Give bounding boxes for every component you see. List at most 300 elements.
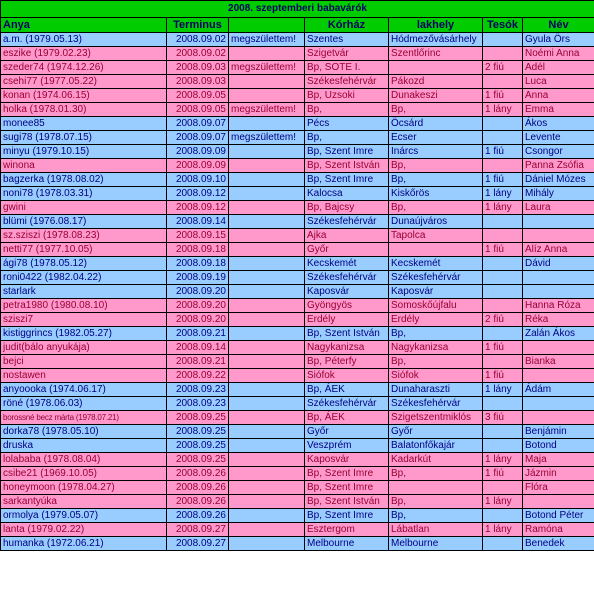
cell-note bbox=[229, 453, 305, 467]
cell-korhaz: Székesfehérvár bbox=[305, 75, 389, 89]
title-row bbox=[1, 1, 594, 18]
table-row bbox=[1, 327, 594, 341]
cell-lakhely: Székesfehérvár bbox=[389, 271, 483, 285]
cell-note: megszülettem! bbox=[229, 33, 305, 47]
cell-nev: Adél bbox=[523, 61, 594, 75]
cell-tesok: 1 lány bbox=[483, 383, 523, 397]
cell-terminus: 2008.09.27 bbox=[167, 523, 229, 537]
cell-lakhely bbox=[389, 243, 483, 257]
cell-korhaz: Bp, Szent Imre bbox=[305, 509, 389, 523]
cell-anya: ormolya (1979.05.07) bbox=[1, 509, 167, 523]
cell-terminus: 2008.09.21 bbox=[167, 327, 229, 341]
cell-terminus: 2008.09.20 bbox=[167, 285, 229, 299]
cell-nev bbox=[523, 369, 594, 383]
cell-korhaz: Kecskemét bbox=[305, 257, 389, 271]
cell-nev: Zalán Ákos bbox=[523, 327, 594, 341]
cell-terminus: 2008.09.20 bbox=[167, 313, 229, 327]
cell-terminus: 2008.09.15 bbox=[167, 229, 229, 243]
cell-anya: eszike (1979.02.23) bbox=[1, 47, 167, 61]
cell-lakhely: Melbourne bbox=[389, 537, 483, 551]
cell-note bbox=[229, 327, 305, 341]
cell-tesok: 1 lány bbox=[483, 201, 523, 215]
cell-korhaz: Győr bbox=[305, 425, 389, 439]
header-lakhely: lakhely bbox=[389, 18, 483, 33]
cell-nev: Levente bbox=[523, 131, 594, 145]
cell-tesok bbox=[483, 33, 523, 47]
cell-nev: Alíz Anna bbox=[523, 243, 594, 257]
cell-lakhely: Kiskőrös bbox=[389, 187, 483, 201]
cell-nev bbox=[523, 229, 594, 243]
table-row bbox=[1, 187, 594, 201]
cell-tesok: 1 lány bbox=[483, 523, 523, 537]
header-note bbox=[229, 18, 305, 33]
cell-note bbox=[229, 187, 305, 201]
cell-tesok bbox=[483, 215, 523, 229]
table-row bbox=[1, 397, 594, 411]
cell-anya: judit(bálo anyukája) bbox=[1, 341, 167, 355]
cell-terminus: 2008.09.21 bbox=[167, 355, 229, 369]
cell-anya: csibe21 (1969.10.05) bbox=[1, 467, 167, 481]
cell-tesok bbox=[483, 355, 523, 369]
table-row bbox=[1, 299, 594, 313]
cell-terminus: 2008.09.02 bbox=[167, 47, 229, 61]
table-row bbox=[1, 201, 594, 215]
cell-lakhely: Inárcs bbox=[389, 145, 483, 159]
cell-korhaz: Ajka bbox=[305, 229, 389, 243]
cell-anya: lanta (1979.02.22) bbox=[1, 523, 167, 537]
cell-nev: Csongor bbox=[523, 145, 594, 159]
cell-note bbox=[229, 313, 305, 327]
cell-lakhely: Bp, bbox=[389, 201, 483, 215]
cell-nev bbox=[523, 495, 594, 509]
cell-terminus: 2008.09.26 bbox=[167, 495, 229, 509]
table-row bbox=[1, 313, 594, 327]
header-anya: Anya bbox=[1, 18, 167, 33]
table-row bbox=[1, 173, 594, 187]
cell-tesok: 2 fiú bbox=[483, 61, 523, 75]
cell-nev: Dávid bbox=[523, 257, 594, 271]
cell-note bbox=[229, 285, 305, 299]
cell-nev bbox=[523, 215, 594, 229]
cell-note bbox=[229, 173, 305, 187]
cell-korhaz: Kalocsa bbox=[305, 187, 389, 201]
cell-terminus: 2008.09.26 bbox=[167, 481, 229, 495]
cell-terminus: 2008.09.20 bbox=[167, 299, 229, 313]
cell-anya: sugi78 (1978.07.15) bbox=[1, 131, 167, 145]
header-korhaz: Kórház bbox=[305, 18, 389, 33]
cell-korhaz: Szentes bbox=[305, 33, 389, 47]
cell-korhaz: Győr bbox=[305, 243, 389, 257]
table-row bbox=[1, 103, 594, 117]
cell-nev: Noémi Anna bbox=[523, 47, 594, 61]
cell-nev: Réka bbox=[523, 313, 594, 327]
cell-note bbox=[229, 229, 305, 243]
cell-note bbox=[229, 75, 305, 89]
cell-note bbox=[229, 89, 305, 103]
table-row bbox=[1, 355, 594, 369]
cell-anya: petra1980 (1980.08.10) bbox=[1, 299, 167, 313]
cell-lakhely: Dunakeszi bbox=[389, 89, 483, 103]
cell-tesok bbox=[483, 481, 523, 495]
cell-lakhely: Balatonfőkajár bbox=[389, 439, 483, 453]
cell-anya: bejci bbox=[1, 355, 167, 369]
cell-lakhely: Székesfehérvár bbox=[389, 397, 483, 411]
cell-tesok: 1 lány bbox=[483, 453, 523, 467]
cell-tesok bbox=[483, 537, 523, 551]
cell-anya: bagzerka (1978.08.02) bbox=[1, 173, 167, 187]
cell-terminus: 2008.09.12 bbox=[167, 187, 229, 201]
cell-tesok: 1 fiú bbox=[483, 173, 523, 187]
cell-tesok: 1 fiú bbox=[483, 369, 523, 383]
cell-anya: humanka (1972.06.21) bbox=[1, 537, 167, 551]
table-row bbox=[1, 411, 594, 425]
cell-nev: Emma bbox=[523, 103, 594, 117]
cell-lakhely: Bp, bbox=[389, 495, 483, 509]
cell-tesok bbox=[483, 285, 523, 299]
cell-terminus: 2008.09.03 bbox=[167, 75, 229, 89]
cell-tesok bbox=[483, 117, 523, 131]
cell-note: megszülettem! bbox=[229, 61, 305, 75]
cell-nev: Anna bbox=[523, 89, 594, 103]
cell-note bbox=[229, 271, 305, 285]
cell-nev: Ákos bbox=[523, 117, 594, 131]
cell-terminus: 2008.09.03 bbox=[167, 61, 229, 75]
cell-tesok: 1 fiú bbox=[483, 145, 523, 159]
cell-note bbox=[229, 425, 305, 439]
table-row bbox=[1, 495, 594, 509]
cell-korhaz: Esztergom bbox=[305, 523, 389, 537]
cell-note bbox=[229, 495, 305, 509]
cell-lakhely: Bp, bbox=[389, 355, 483, 369]
cell-note bbox=[229, 397, 305, 411]
cell-note bbox=[229, 145, 305, 159]
cell-tesok: 3 fiú bbox=[483, 411, 523, 425]
cell-lakhely: Lábatlan bbox=[389, 523, 483, 537]
cell-note: megszülettem! bbox=[229, 103, 305, 117]
cell-terminus: 2008.09.09 bbox=[167, 145, 229, 159]
cell-terminus: 2008.09.22 bbox=[167, 369, 229, 383]
table-row bbox=[1, 47, 594, 61]
cell-korhaz: Székesfehérvár bbox=[305, 215, 389, 229]
cell-anya: csehi77 (1977.05.22) bbox=[1, 75, 167, 89]
cell-note bbox=[229, 201, 305, 215]
cell-terminus: 2008.09.18 bbox=[167, 243, 229, 257]
cell-anya: nostawen bbox=[1, 369, 167, 383]
cell-tesok bbox=[483, 159, 523, 173]
cell-korhaz: Siófok bbox=[305, 369, 389, 383]
cell-note bbox=[229, 523, 305, 537]
cell-nev bbox=[523, 397, 594, 411]
cell-terminus: 2008.09.23 bbox=[167, 383, 229, 397]
cell-anya: sziszi7 bbox=[1, 313, 167, 327]
table-row bbox=[1, 215, 594, 229]
table-title: 2008. szeptemberi babavárók bbox=[1, 1, 594, 18]
cell-tesok bbox=[483, 509, 523, 523]
table-row bbox=[1, 257, 594, 271]
cell-note bbox=[229, 299, 305, 313]
cell-korhaz: Bp, ÁEK bbox=[305, 411, 389, 425]
cell-lakhely bbox=[389, 481, 483, 495]
cell-anya: ági78 (1978.05.12) bbox=[1, 257, 167, 271]
cell-lakhely: Bp, bbox=[389, 159, 483, 173]
cell-nev: Ramóna bbox=[523, 523, 594, 537]
cell-nev: Benjámin bbox=[523, 425, 594, 439]
cell-korhaz: Bp, Szent Imre bbox=[305, 467, 389, 481]
cell-anya: konan (1974.06.15) bbox=[1, 89, 167, 103]
cell-anya: lolababa (1978.08.04) bbox=[1, 453, 167, 467]
cell-tesok bbox=[483, 327, 523, 341]
cell-korhaz: Bp, ÁEK bbox=[305, 383, 389, 397]
cell-korhaz: Bp, Szent Imre bbox=[305, 481, 389, 495]
cell-lakhely: Szentlőrinc bbox=[389, 47, 483, 61]
cell-tesok: 1 lány bbox=[483, 187, 523, 201]
cell-nev: Ádám bbox=[523, 383, 594, 397]
cell-anya: dorka78 (1978.05.10) bbox=[1, 425, 167, 439]
header-nev: Név bbox=[523, 18, 594, 33]
header-row bbox=[1, 18, 594, 33]
cell-tesok: 1 fiú bbox=[483, 341, 523, 355]
cell-korhaz: Bp, Bajcsy bbox=[305, 201, 389, 215]
cell-korhaz: Bp, bbox=[305, 103, 389, 117]
cell-lakhely: Nagykanizsa bbox=[389, 341, 483, 355]
cell-korhaz: Gyöngyös bbox=[305, 299, 389, 313]
cell-nev bbox=[523, 341, 594, 355]
cell-lakhely: Ecser bbox=[389, 131, 483, 145]
table-body bbox=[1, 33, 594, 551]
cell-lakhely: Kaposvár bbox=[389, 285, 483, 299]
cell-lakhely: Dunaújváros bbox=[389, 215, 483, 229]
cell-terminus: 2008.09.23 bbox=[167, 397, 229, 411]
cell-tesok: 1 lány bbox=[483, 103, 523, 117]
cell-korhaz: Bp, Szent Imre bbox=[305, 145, 389, 159]
table-row bbox=[1, 369, 594, 383]
cell-note bbox=[229, 257, 305, 271]
cell-anya: blümi (1976.08.17) bbox=[1, 215, 167, 229]
cell-tesok bbox=[483, 131, 523, 145]
table-row bbox=[1, 243, 594, 257]
table-row bbox=[1, 481, 594, 495]
cell-korhaz: Bp, Szent István bbox=[305, 159, 389, 173]
table-row bbox=[1, 33, 594, 47]
cell-tesok bbox=[483, 75, 523, 89]
cell-anya: szeder74 (1974.12.26) bbox=[1, 61, 167, 75]
cell-nev: Jázmin bbox=[523, 467, 594, 481]
table-row bbox=[1, 159, 594, 173]
cell-nev: Botond bbox=[523, 439, 594, 453]
cell-terminus: 2008.09.25 bbox=[167, 425, 229, 439]
cell-note bbox=[229, 159, 305, 173]
cell-lakhely: Kadarkút bbox=[389, 453, 483, 467]
cell-nev: Bianka bbox=[523, 355, 594, 369]
cell-nev: Hanna Róza bbox=[523, 299, 594, 313]
cell-nev bbox=[523, 271, 594, 285]
cell-terminus: 2008.09.12 bbox=[167, 201, 229, 215]
cell-anya: röné (1978.06.03) bbox=[1, 397, 167, 411]
cell-note bbox=[229, 369, 305, 383]
cell-tesok: 1 fiú bbox=[483, 467, 523, 481]
cell-korhaz: Kaposvár bbox=[305, 285, 389, 299]
cell-korhaz: Szigetvár bbox=[305, 47, 389, 61]
table-row bbox=[1, 341, 594, 355]
cell-korhaz: Veszprém bbox=[305, 439, 389, 453]
table-row bbox=[1, 439, 594, 453]
cell-anya: honeymoon (1978.04.27) bbox=[1, 481, 167, 495]
cell-tesok: 1 fiú bbox=[483, 243, 523, 257]
cell-note: megszülettem! bbox=[229, 131, 305, 145]
cell-terminus: 2008.09.18 bbox=[167, 257, 229, 271]
cell-anya: gwini bbox=[1, 201, 167, 215]
cell-terminus: 2008.09.02 bbox=[167, 33, 229, 47]
cell-lakhely bbox=[389, 61, 483, 75]
cell-lakhely: Hódmezővásárhely bbox=[389, 33, 483, 47]
cell-tesok bbox=[483, 299, 523, 313]
cell-terminus: 2008.09.26 bbox=[167, 467, 229, 481]
table-row bbox=[1, 89, 594, 103]
cell-anya: druska bbox=[1, 439, 167, 453]
cell-korhaz: Kaposvár bbox=[305, 453, 389, 467]
cell-lakhely: Erdély bbox=[389, 313, 483, 327]
cell-lakhely: Bp, bbox=[389, 467, 483, 481]
cell-note bbox=[229, 383, 305, 397]
table-row bbox=[1, 145, 594, 159]
cell-anya: noni78 (1978.03.31) bbox=[1, 187, 167, 201]
cell-korhaz: Bp, Szent István bbox=[305, 327, 389, 341]
cell-nev: Mihály bbox=[523, 187, 594, 201]
cell-anya: holka (1978.01.30) bbox=[1, 103, 167, 117]
cell-korhaz: Bp, SOTE I. bbox=[305, 61, 389, 75]
cell-note bbox=[229, 509, 305, 523]
cell-note bbox=[229, 439, 305, 453]
cell-tesok: 1 fiú bbox=[483, 89, 523, 103]
table-row bbox=[1, 509, 594, 523]
table-row bbox=[1, 537, 594, 551]
cell-anya: kistiggrincs (1982.05.27) bbox=[1, 327, 167, 341]
table-row bbox=[1, 117, 594, 131]
cell-korhaz: Bp, Szent István bbox=[305, 495, 389, 509]
cell-nev: Panna Zsófia bbox=[523, 159, 594, 173]
cell-korhaz: Melbourne bbox=[305, 537, 389, 551]
cell-lakhely: Bp, bbox=[389, 173, 483, 187]
cell-nev bbox=[523, 411, 594, 425]
cell-nev: Dániel Mózes bbox=[523, 173, 594, 187]
cell-terminus: 2008.09.25 bbox=[167, 439, 229, 453]
table-row bbox=[1, 61, 594, 75]
cell-anya: roni0422 (1982.04.22) bbox=[1, 271, 167, 285]
cell-terminus: 2008.09.07 bbox=[167, 131, 229, 145]
cell-terminus: 2008.09.05 bbox=[167, 89, 229, 103]
cell-note bbox=[229, 481, 305, 495]
cell-note bbox=[229, 47, 305, 61]
cell-anya: minyu (1979.10.15) bbox=[1, 145, 167, 159]
table-row bbox=[1, 271, 594, 285]
table-row bbox=[1, 467, 594, 481]
table-row bbox=[1, 453, 594, 467]
cell-terminus: 2008.09.14 bbox=[167, 341, 229, 355]
cell-nev: Gyula Örs bbox=[523, 33, 594, 47]
cell-lakhely: Kecskemét bbox=[389, 257, 483, 271]
cell-korhaz: Székesfehérvár bbox=[305, 271, 389, 285]
cell-lakhely: Győr bbox=[389, 425, 483, 439]
cell-terminus: 2008.09.09 bbox=[167, 159, 229, 173]
cell-terminus: 2008.09.14 bbox=[167, 215, 229, 229]
cell-note bbox=[229, 355, 305, 369]
cell-korhaz: Bp, Uzsoki bbox=[305, 89, 389, 103]
cell-terminus: 2008.09.25 bbox=[167, 411, 229, 425]
cell-korhaz: Bp, Szent Imre bbox=[305, 173, 389, 187]
cell-lakhely: Tapolca bbox=[389, 229, 483, 243]
cell-nev: Laura bbox=[523, 201, 594, 215]
cell-anya: anyoooka (1974.06.17) bbox=[1, 383, 167, 397]
cell-terminus: 2008.09.07 bbox=[167, 117, 229, 131]
cell-note bbox=[229, 467, 305, 481]
table-row bbox=[1, 285, 594, 299]
cell-anya: netti77 (1977.10.05) bbox=[1, 243, 167, 257]
cell-korhaz: Erdély bbox=[305, 313, 389, 327]
cell-korhaz: Székesfehérvár bbox=[305, 397, 389, 411]
cell-terminus: 2008.09.19 bbox=[167, 271, 229, 285]
cell-anya: starlark bbox=[1, 285, 167, 299]
cell-nev: Maja bbox=[523, 453, 594, 467]
cell-lakhely: Bp, bbox=[389, 327, 483, 341]
cell-anya: sz.sziszi (1978.08.23) bbox=[1, 229, 167, 243]
table-row bbox=[1, 75, 594, 89]
cell-lakhely: Szigetszentmiklós bbox=[389, 411, 483, 425]
cell-lakhely: Dunaharaszti bbox=[389, 383, 483, 397]
cell-tesok bbox=[483, 271, 523, 285]
cell-lakhely: Bp, bbox=[389, 509, 483, 523]
cell-lakhely: Öcsárd bbox=[389, 117, 483, 131]
cell-korhaz: Nagykanizsa bbox=[305, 341, 389, 355]
cell-tesok: 1 lány bbox=[483, 495, 523, 509]
cell-nev bbox=[523, 285, 594, 299]
cell-korhaz: Bp, Péterfy bbox=[305, 355, 389, 369]
cell-tesok bbox=[483, 439, 523, 453]
cell-tesok: 2 fiú bbox=[483, 313, 523, 327]
cell-tesok bbox=[483, 425, 523, 439]
cell-note bbox=[229, 537, 305, 551]
table-row bbox=[1, 523, 594, 537]
table-row bbox=[1, 425, 594, 439]
cell-tesok bbox=[483, 257, 523, 271]
table-row bbox=[1, 131, 594, 145]
cell-nev: Flóra bbox=[523, 481, 594, 495]
cell-lakhely: Somoskőújfalu bbox=[389, 299, 483, 313]
header-tesok: Tesók bbox=[483, 18, 523, 33]
cell-note bbox=[229, 215, 305, 229]
cell-korhaz: Pécs bbox=[305, 117, 389, 131]
cell-terminus: 2008.09.27 bbox=[167, 537, 229, 551]
cell-lakhely: Siófok bbox=[389, 369, 483, 383]
cell-anya: sarkantyúka bbox=[1, 495, 167, 509]
cell-terminus: 2008.09.10 bbox=[167, 173, 229, 187]
cell-anya: borossné becz márta (1978.07.21) bbox=[1, 411, 167, 425]
cell-lakhely: Pákozd bbox=[389, 75, 483, 89]
cell-terminus: 2008.09.26 bbox=[167, 509, 229, 523]
header-terminus: Terminus bbox=[167, 18, 229, 33]
cell-korhaz: Bp, bbox=[305, 131, 389, 145]
table-row bbox=[1, 229, 594, 243]
cell-anya: monee85 bbox=[1, 117, 167, 131]
cell-tesok bbox=[483, 229, 523, 243]
cell-lakhely: Bp, bbox=[389, 103, 483, 117]
cell-terminus: 2008.09.25 bbox=[167, 453, 229, 467]
cell-note bbox=[229, 341, 305, 355]
table-row bbox=[1, 383, 594, 397]
cell-anya: a.m. (1979.05.13) bbox=[1, 33, 167, 47]
cell-terminus: 2008.09.05 bbox=[167, 103, 229, 117]
cell-anya: winona bbox=[1, 159, 167, 173]
cell-tesok bbox=[483, 47, 523, 61]
